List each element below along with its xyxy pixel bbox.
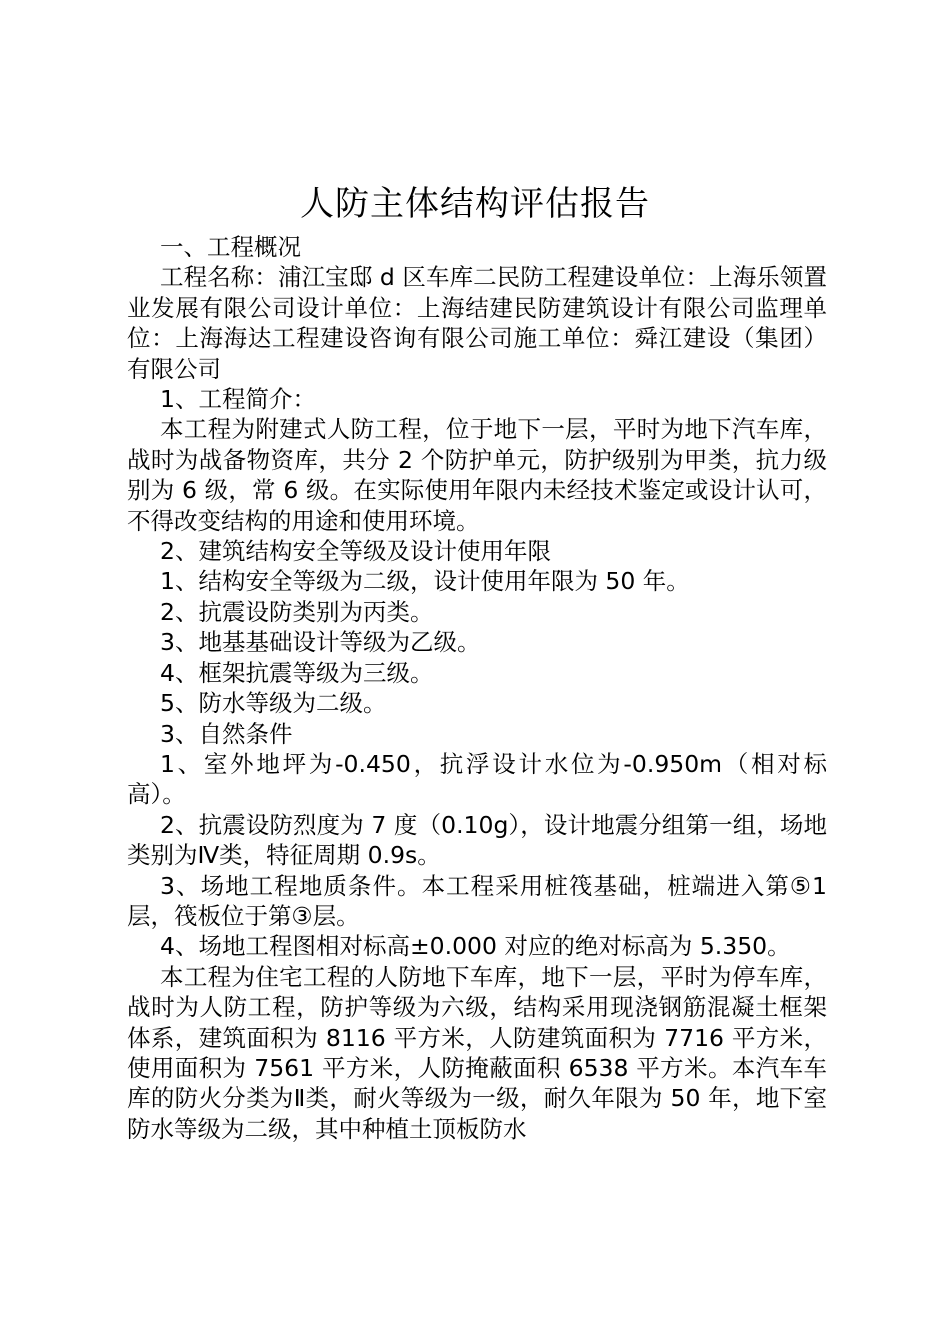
section-heading-overview: 一、工程概况 bbox=[160, 233, 301, 261]
list-item-outdoor-elevation: 1、室外地坪为-0.450，抗浮设计水位为-0.950m（相对标高）。 bbox=[127, 749, 827, 809]
list-item-frame-seismic-grade: 4、框架抗震等级为三级。 bbox=[160, 658, 434, 687]
list-item-foundation-grade: 3、地基基础设计等级为乙级。 bbox=[160, 628, 481, 657]
subheading-natural-conditions: 3、自然条件 bbox=[160, 719, 293, 748]
document-body bbox=[127, 232, 827, 1144]
paragraph-project-info: 工程名称：浦江宝邸 d 区车库二民防工程建设单位：上海乐领置业发展有限公司设计单位：上海结建民防建筑设计有限公司监理单位：上海海达工程建设咨询有限公司施工单位：舜江建设（集团）有限公司 bbox=[127, 263, 827, 383]
list-item-safety-grade: 1、结构安全等级为二级，设计使用年限为 50 年。 bbox=[160, 567, 690, 596]
list-item-waterproof-grade: 5、防水等级为二级。 bbox=[160, 689, 387, 718]
subheading-safety-grade: 2、建筑结构安全等级及设计使用年限 bbox=[160, 537, 551, 566]
subheading-project-intro: 1、工程简介： bbox=[160, 385, 316, 414]
paragraph-project-summary: 本工程为住宅工程的人防地下车库，地下一层，平时为停车库，战时为人防工程，防护等级为六级，结构采用现浇钢筋混凝土框架体系，建筑面积为 8116 平方米，人防建筑面积为 7716 平方米，使用面积为 7561 平方米，人防掩蔽面积 6538 平方米。本汽车车库的防火分类为Ⅱ类，耐火等级为一级，耐久年限为 50 年，地下室防水等级为二级，其中种植土顶板防水 bbox=[127, 962, 827, 1143]
list-item-absolute-elevation: 4、场地工程图相对标高±0.000 对应的绝对标高为 5.350。 bbox=[160, 932, 791, 961]
paragraph-project-intro: 本工程为附建式人防工程，位于地下一层，平时为地下汽车库，战时为战备物资库，共分 2 个防护单元，防护级别为甲类，抗力级别为 6 级，常 6 级。在实际使用年限内未经技术鉴定或设计认可，不得改变结构的用途和使用环境。 bbox=[127, 415, 827, 535]
list-item-seismic-intensity: 2、抗震设防烈度为 7 度（0.10g），设计地震分组第一组，场地类别为Ⅳ类，特征周期 0.9s。 bbox=[127, 810, 827, 870]
document-title: 人防主体结构评估报告 bbox=[300, 184, 650, 224]
list-item-geology: 3、场地工程地质条件。本工程采用桩筏基础，桩端进入第⑤1 层，筏板位于第③层。 bbox=[127, 871, 827, 930]
list-item-seismic-category: 2、抗震设防类别为丙类。 bbox=[160, 597, 434, 626]
